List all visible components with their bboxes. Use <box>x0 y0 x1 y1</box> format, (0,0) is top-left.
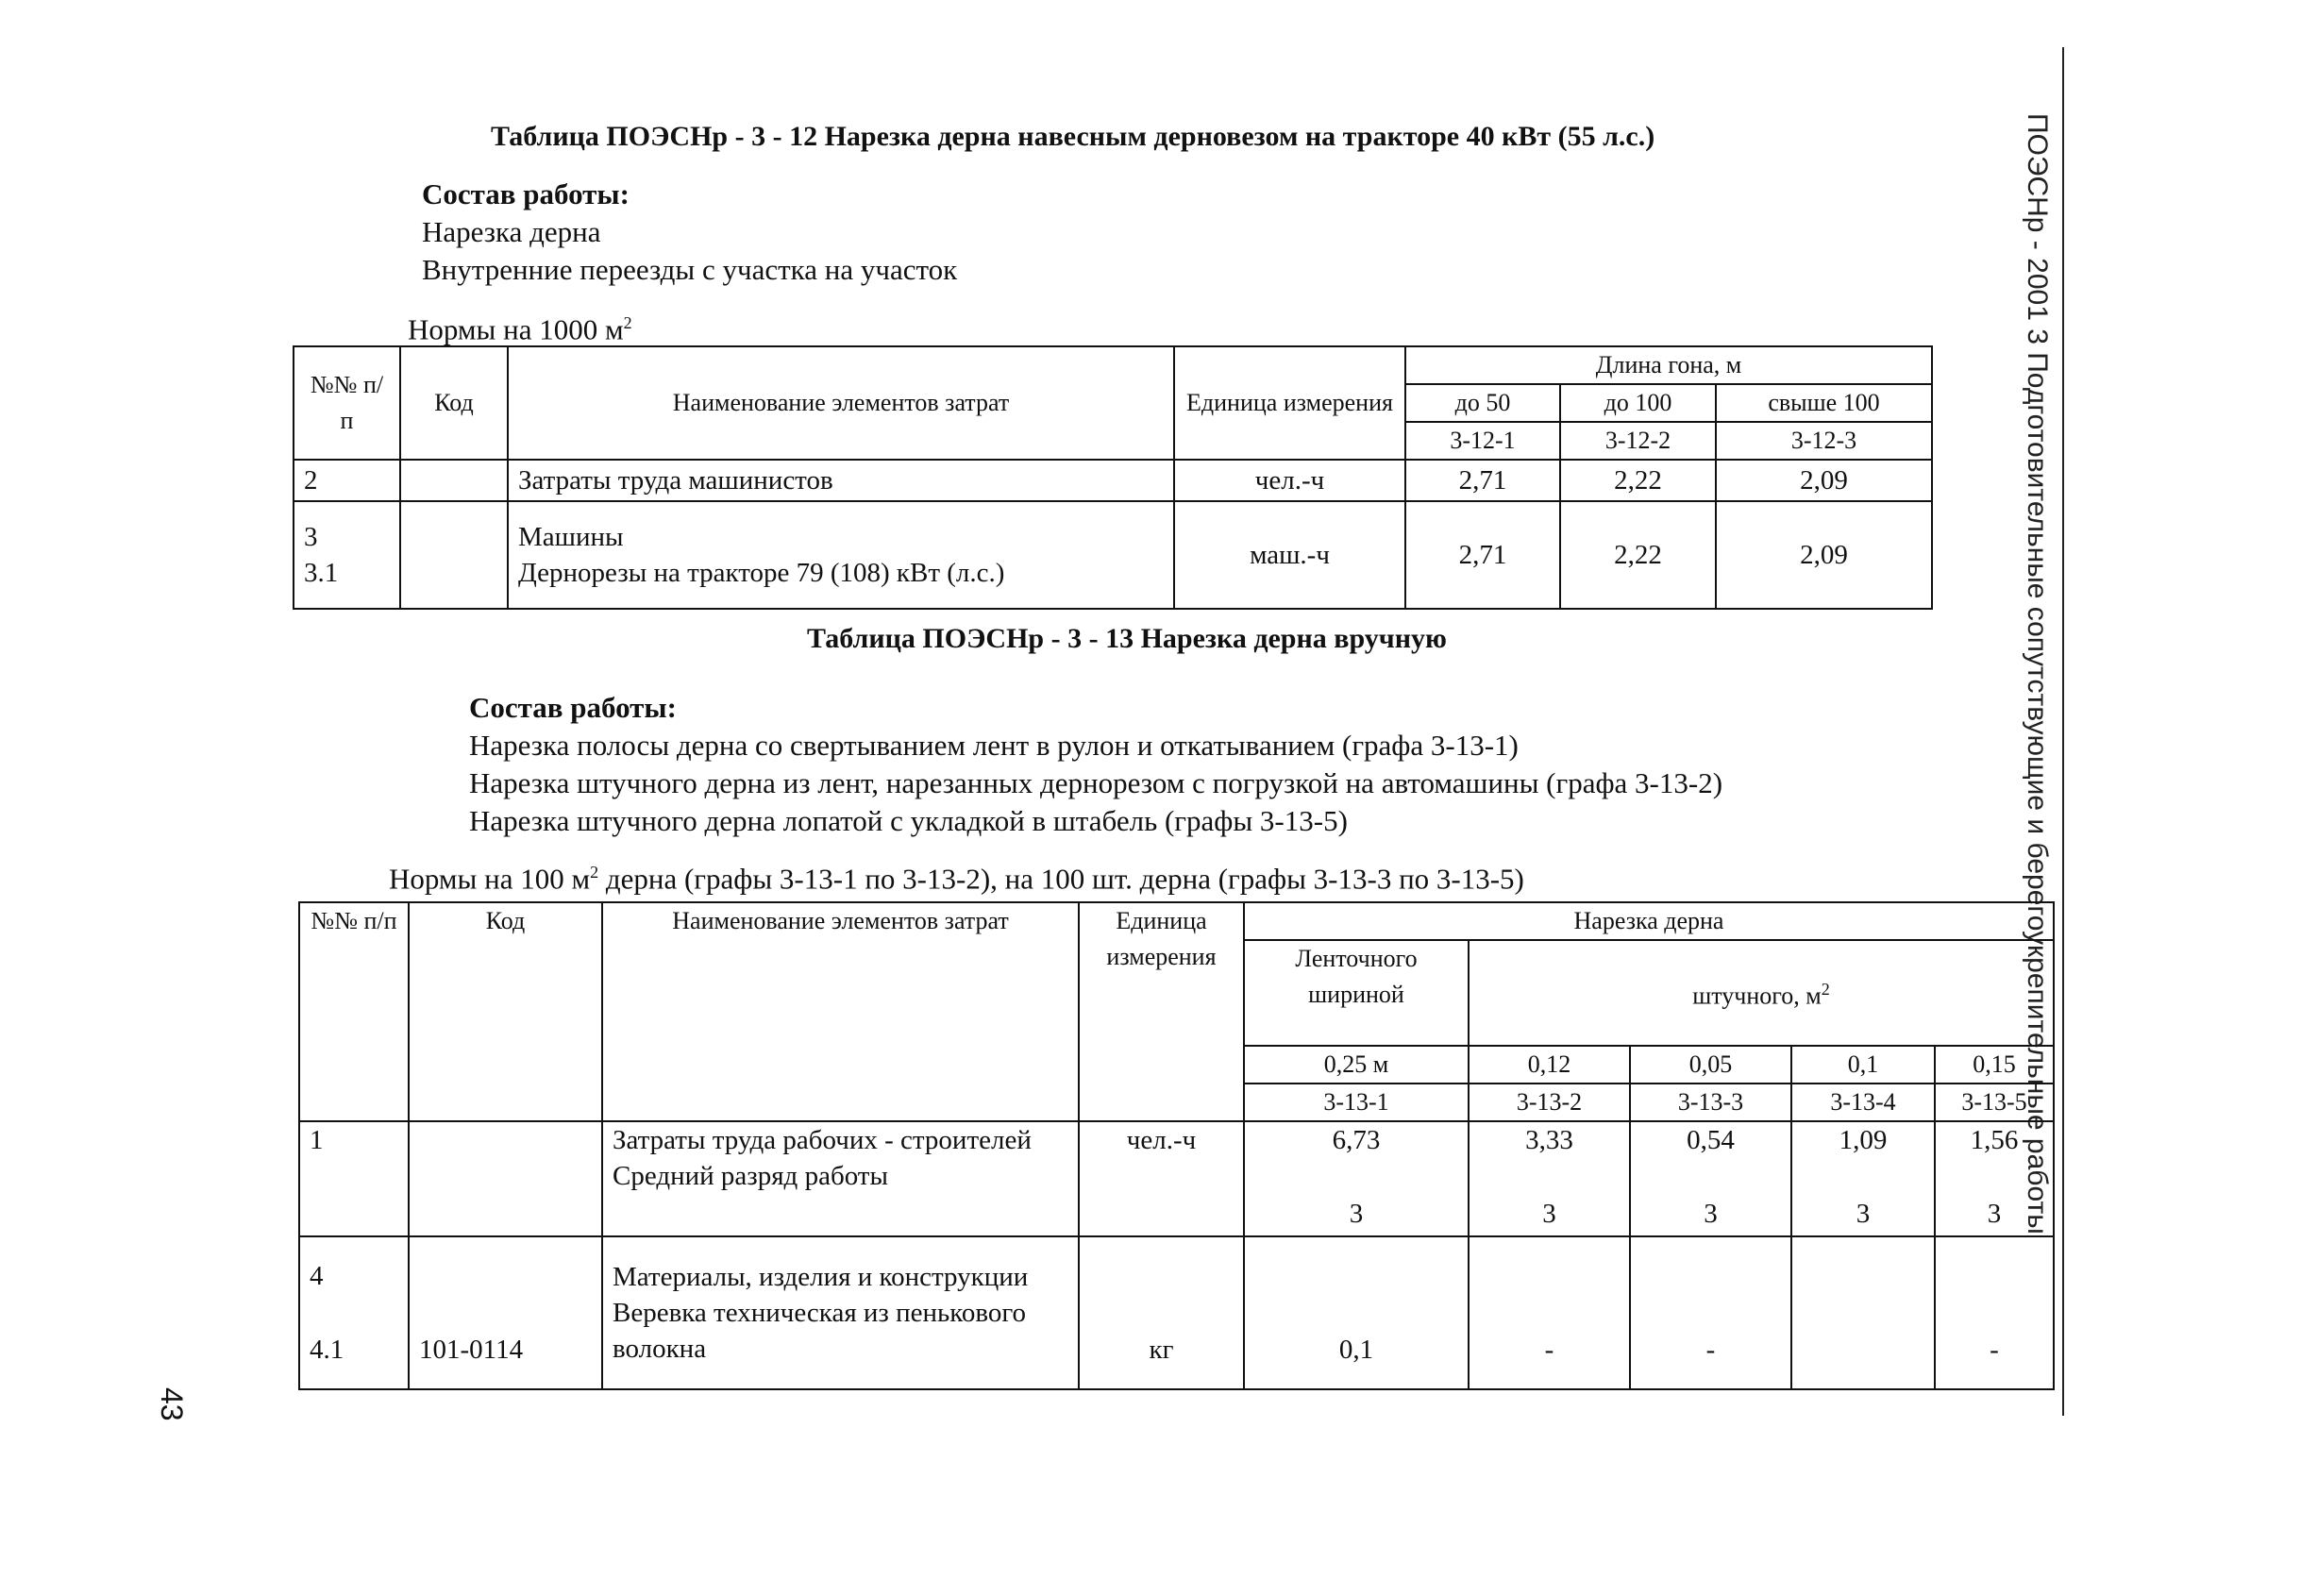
table13-composition-item: Нарезка штучного дерна из лент, нарезанных дернорезом с погрузкой на автомашины (графа 3-13-2) <box>469 766 1723 799</box>
table-row <box>299 1236 2054 1389</box>
table13 <box>298 901 2055 1390</box>
row-value: 1,56 3 <box>1935 1121 2054 1236</box>
table13-composition-item: Нарезка штучного дерна лопатой с укладкой в штабель (графы 3-13-5) <box>469 804 1348 837</box>
table13-size: 0,05 <box>1630 1046 1791 1084</box>
table12-header-unit: Единица измерения <box>1174 346 1405 460</box>
table13-column-code: 3-13-3 <box>1630 1084 1791 1121</box>
row-name: Затраты труда машинистов <box>508 460 1174 501</box>
table-row <box>294 501 1932 609</box>
row-code <box>400 501 508 609</box>
table12 <box>293 345 1933 610</box>
table13-composition-item: Нарезка полосы дерна со свертыванием лент в рулон и откатыванием (графа 3-13-1) <box>469 729 1519 762</box>
row-name: Затраты труда рабочих - строителей Средний разряд работы <box>602 1121 1079 1236</box>
row-name: Машины Дернорезы на тракторе 79 (108) кВт (л.с.) <box>508 501 1174 609</box>
table13-column-code: 3-13-1 <box>1244 1084 1469 1121</box>
table13-header-name: Наименование элементов затрат <box>602 902 1079 1121</box>
table12-header-group: Длина гона, м <box>1405 346 1932 384</box>
table12-column-code: 3-12-1 <box>1405 422 1560 460</box>
row-value: 2,71 <box>1405 501 1560 609</box>
row-code: 101-0114 <box>409 1236 602 1389</box>
row-value: 3,33 3 <box>1469 1121 1630 1236</box>
row-value: 2,71 <box>1405 460 1560 501</box>
page-number: 43 <box>155 1387 189 1421</box>
row-value: 0,54 3 <box>1630 1121 1791 1236</box>
side-divider-line <box>2062 47 2064 1416</box>
table13-column-code: 3-13-5 <box>1935 1084 2054 1121</box>
table13-title: Таблица ПОЭСНр - 3 - 13 Нарезка дерна вручную <box>807 623 1447 654</box>
side-running-header: ПОЭСНр - 2001 3 Подготовительные сопутствующие и берегоукрепительные работы <box>2022 113 2053 1235</box>
row-value: 6,73 3 <box>1244 1121 1469 1236</box>
table-row <box>299 1121 2054 1236</box>
row-num: 1 <box>299 1121 409 1236</box>
table13-header-piece: штучного, $м^2$ <box>1469 940 2054 1046</box>
table12-header-col: до 50 <box>1405 384 1560 422</box>
row-value: 2,09 <box>1716 460 1932 501</box>
table13-composition-label: Состав работы: <box>469 691 677 724</box>
table13-header-tape: Ленточного шириной <box>1244 940 1469 1046</box>
table13-size: 0,15 <box>1935 1046 2054 1084</box>
row-value: 1,09 3 <box>1791 1121 1935 1236</box>
table13-size: 0,25 м <box>1244 1046 1469 1084</box>
row-num: 3 3.1 <box>294 501 400 609</box>
row-value: - <box>1935 1236 2054 1389</box>
row-unit: чел.-ч <box>1079 1121 1244 1236</box>
table12-header-code: Код <box>400 346 508 460</box>
table12-norms: Нормы на 1000 $м^2$ <box>408 312 632 346</box>
table13-size: 0,12 <box>1469 1046 1630 1084</box>
row-value: 2,09 <box>1716 501 1932 609</box>
row-value: - <box>1630 1236 1791 1389</box>
table13-column-code: 3-13-2 <box>1469 1084 1630 1121</box>
table12-header-name: Наименование элементов затрат <box>508 346 1174 460</box>
table13-header-group: Нарезка дерна <box>1244 902 2054 940</box>
table12-header-col: до 100 <box>1560 384 1716 422</box>
row-unit: кг <box>1079 1236 1244 1389</box>
row-name: Материалы, изделия и конструкции Веревка техническая из пенькового волокна <box>602 1236 1079 1389</box>
table12-composition-item: Нарезка дерна <box>422 215 601 248</box>
table12-title: Таблица ПОЭСНр - 3 - 12 Нарезка дерна навесным дерновезом на тракторе 40 кВт (55 л.с.) <box>491 121 1655 152</box>
row-value: 0,1 <box>1244 1236 1469 1389</box>
table12-column-code: 3-12-2 <box>1560 422 1716 460</box>
table13-header-code: Код <box>409 902 602 1121</box>
table13-column-code: 3-13-4 <box>1791 1084 1935 1121</box>
table13-size: 0,1 <box>1791 1046 1935 1084</box>
table12-column-code: 3-12-3 <box>1716 422 1932 460</box>
row-code <box>409 1121 602 1236</box>
table13-header-num: №№ п/п <box>299 902 409 1121</box>
row-unit: чел.-ч <box>1174 460 1405 501</box>
row-unit: маш.-ч <box>1174 501 1405 609</box>
table13-header-unit: Единица измерения <box>1079 902 1244 1121</box>
row-value <box>1791 1236 1935 1389</box>
table12-composition-item: Внутренние переезды с участка на участок <box>422 253 958 286</box>
row-num: 4 4.1 <box>299 1236 409 1389</box>
row-value: - <box>1469 1236 1630 1389</box>
table-row <box>294 460 1932 501</box>
row-num: 2 <box>294 460 400 501</box>
table12-header-col: свыше 100 <box>1716 384 1932 422</box>
row-code <box>400 460 508 501</box>
table12-header-num: №№ п/п <box>294 346 400 460</box>
table13-norms: Нормы на 100 $м^2$ дерна (графы 3-13-1 по 3-13-2), на 100 шт. дерна (графы 3-13-3 по 3-13-5) <box>389 862 1524 896</box>
table12-composition-label: Состав работы: <box>422 177 630 210</box>
row-value: 2,22 <box>1560 501 1716 609</box>
row-value: 2,22 <box>1560 460 1716 501</box>
